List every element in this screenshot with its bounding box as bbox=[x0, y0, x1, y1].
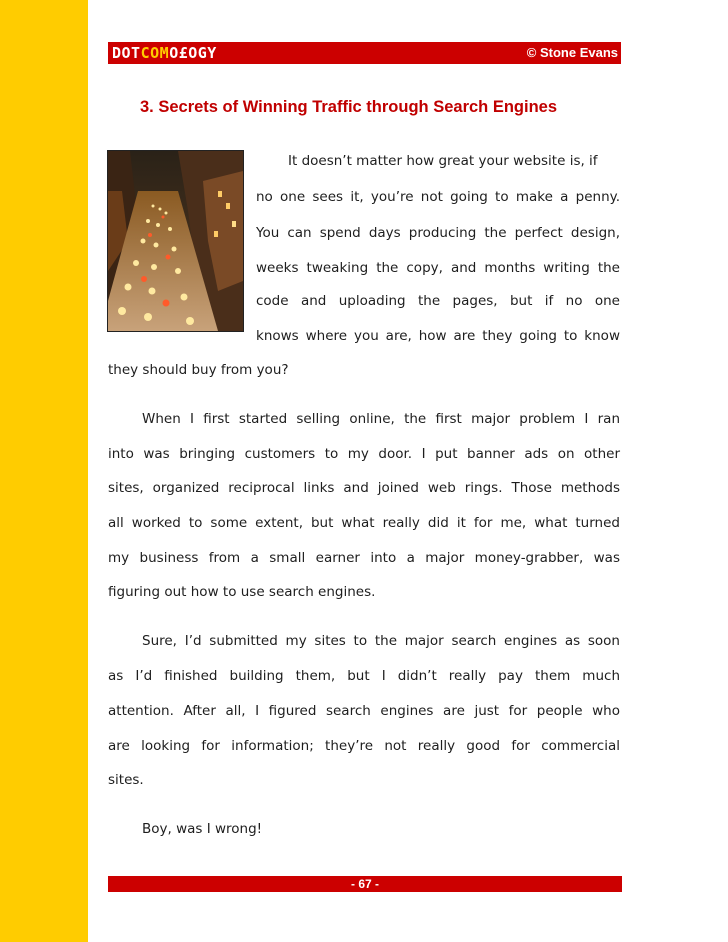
side-color-band bbox=[0, 0, 88, 942]
paragraph-2-line-3: sites, organized reciprocal links and joined web rings. Those methods bbox=[108, 480, 620, 496]
copyright-notice: © Stone Evans bbox=[526, 45, 618, 60]
paragraph-2-line-6: figuring out how to use search engines. bbox=[108, 584, 376, 600]
page-number: - 67 - bbox=[350, 877, 379, 891]
paragraph-3-line-2: as I’d finished building them, but I didn’t really pay them much bbox=[108, 668, 620, 684]
paragraph-2-line-4: all worked to some extent, but what really did it for me, what turned bbox=[108, 515, 620, 531]
paragraph-1-line-3: You can spend days producing the perfect design, bbox=[256, 225, 620, 241]
paragraph-1-line-5: code and uploading the pages, but if no one bbox=[256, 293, 620, 309]
dotcomology-logo: DOTCOMO£OGY bbox=[112, 44, 217, 62]
paragraph-2-line-1: When I first started selling online, the first major problem I ran bbox=[142, 411, 620, 427]
paragraph-3-line-4: are looking for information; they’re not really good for commercial bbox=[108, 738, 620, 754]
paragraph-1-line-1: It doesn’t matter how great your website is, if bbox=[288, 153, 598, 169]
paragraph-3-line-1: Sure, I’d submitted my sites to the major search engines as soon bbox=[142, 633, 620, 649]
paragraph-1-line-7: they should buy from you? bbox=[108, 362, 289, 378]
city-traffic-photo bbox=[107, 150, 244, 332]
chapter-title: 3. Secrets of Winning Traffic through Search Engines bbox=[140, 98, 558, 116]
paragraph-2-line-5: my business from a small earner into a major money-grabber, was bbox=[108, 550, 620, 566]
paragraph-3-line-3: attention. After all, I figured search engines are just for people who bbox=[108, 703, 620, 719]
paragraph-4-line-1: Boy, was I wrong! bbox=[142, 821, 263, 837]
paragraph-1-line-6: knows where you are, how are they going to know bbox=[256, 328, 620, 344]
paragraph-1-line-4: weeks tweaking the copy, and months writing the bbox=[256, 260, 620, 276]
paragraph-1-line-2: no one sees it, you’re not going to make a penny. bbox=[256, 189, 620, 205]
paragraph-3-line-5: sites. bbox=[108, 772, 144, 788]
document-page bbox=[88, 0, 728, 942]
paragraph-2-line-2: into was bringing customers to my door. I put banner ads on other bbox=[108, 446, 620, 462]
